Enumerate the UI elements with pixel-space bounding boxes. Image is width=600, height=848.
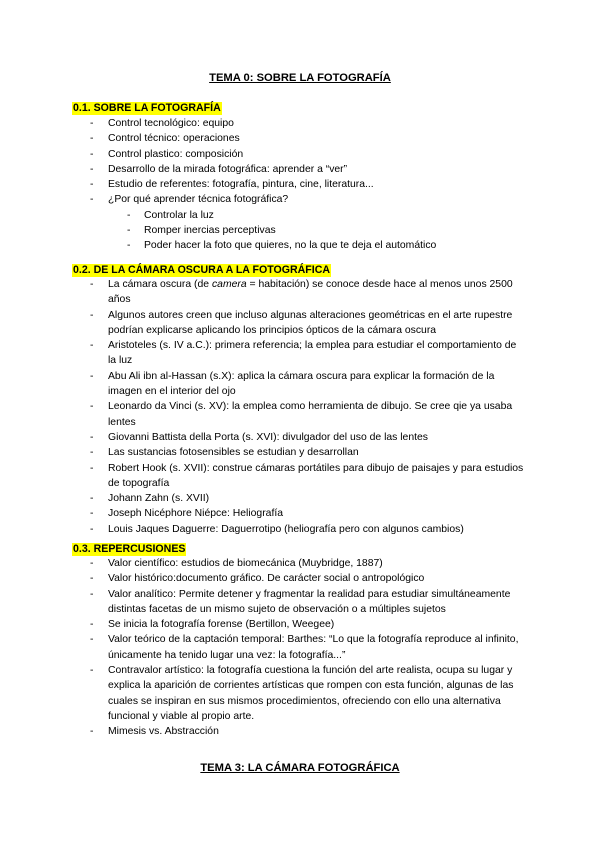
list-item: - Estudio de referentes: fotografía, pintura, cine, literatura... xyxy=(90,179,374,191)
section-heading-0-2: 0.2. DE LA CÁMARA OSCURA A LA FOTOGRÁFICA xyxy=(73,264,330,276)
section-list-0-3 xyxy=(0,556,600,740)
list-item: - Leonardo da Vinci (s. XV): la emplea como herramienta de dibujo. Se cree qie ya usaba lentes xyxy=(90,401,513,428)
list-item: - Giovanni Battista della Porta (s. XVI): divulgador del uso de las lentes xyxy=(90,431,428,443)
list-item: - Louis Jaques Daguerre: Daguerrotipo (heliografía pero con algunos cambios) xyxy=(90,523,464,535)
sub-list-item: - Romper inercias perceptivas xyxy=(127,225,276,237)
list-item: - Control técnico: operaciones xyxy=(90,133,240,145)
section-list-0-1 xyxy=(0,116,600,254)
section-list-0-2 xyxy=(0,277,600,537)
next-document-title: TEMA 3: LA CÁMARA FOTOGRÁFICA xyxy=(200,762,400,774)
list-item: - La cámara oscura (de camera = habitación) se conoce desde hace al menos unos 2500 años xyxy=(90,279,513,306)
list-item: - Valor científico: estudios de biomecánica (Muybridge, 1887) xyxy=(90,558,383,569)
list-item: - Johann Zahn (s. XVII) xyxy=(90,493,210,505)
list-item: - Joseph Nicéphore Niépce: Heliografía xyxy=(90,508,284,520)
sub-list xyxy=(108,208,524,254)
list-item: - ¿Por qué aprender técnica fotográfica? - Controlar la luz - Romper inercias perceptivas - Poder hacer la foto que quieres, no la que te deja el automático xyxy=(0,192,600,253)
list-item: - Valor analítico: Permite detener y fragmentar la realidad para estudiar simultáneamente distintas facetas de un mismo sujeto de observación o a múltiples sujetos xyxy=(90,588,511,615)
section-heading-0-1: 0.1. SOBRE LA FOTOGRAFÍA xyxy=(73,102,221,114)
list-item: - Abu Ali ibn al-Hassan (s.X): aplica la cámara oscura para explicar la formación de la imagen en el interior del ojo xyxy=(90,370,495,398)
list-item: - Contravalor artístico: la fotografía cuestiona la función del arte realista, ocupa su lugar y explica la aparición de corrientes artísticas que rompen con esta función, algunas de las cuales se inspiran en sus mismos procedimientos, ofreciendo con ello una alternativa funcional y viable al propio arte. xyxy=(90,665,514,722)
sub-list-item: - Controlar la luz xyxy=(127,209,214,221)
list-item: - Se inicia la fotografía forense (Bertillon, Weegee) xyxy=(90,619,335,631)
list-item: - Robert Hook (s. XVII): construe cámaras portátiles para dibujo de paisajes y para estudios de topografía xyxy=(90,462,524,489)
list-item: - Desarrollo de la mirada fotográfica: aprender a “ver” xyxy=(90,163,348,175)
list-item: - Control plastico: composición xyxy=(90,148,244,160)
list-item: - Control tecnológico: equipo xyxy=(90,118,234,129)
list-item: - Valor teórico de la captación temporal: Barthes: “Lo que la fotografía reproduce al infinito, únicamente ha tenido lugar una vez: la fotografía...” xyxy=(90,634,519,661)
document-title: TEMA 0: SOBRE LA FOTOGRAFÍA xyxy=(209,72,391,84)
section-heading-0-3: 0.3. REPERCUSIONES xyxy=(73,543,186,555)
list-item: - Mimesis vs. Abstracción xyxy=(90,726,219,738)
sub-list-item: - Poder hacer la foto que quieres, no la que te deja el automático xyxy=(127,240,437,252)
list-item: - Las sustancias fotosensibles se estudian y desarrollan xyxy=(90,447,359,459)
list-item: - Aristoteles (s. IV a.C.): primera referencia; la emplea para estudiar el comportamiento de la luz xyxy=(90,340,517,367)
list-item: - Algunos autores creen que incluso algunas alteraciones geométricas en el arte rupestre podrían explicarse aplicando los principios ópticos de la cámara oscura xyxy=(90,309,513,336)
list-item: - Valor histórico:documento gráfico. De carácter social o antropológico xyxy=(90,573,425,585)
